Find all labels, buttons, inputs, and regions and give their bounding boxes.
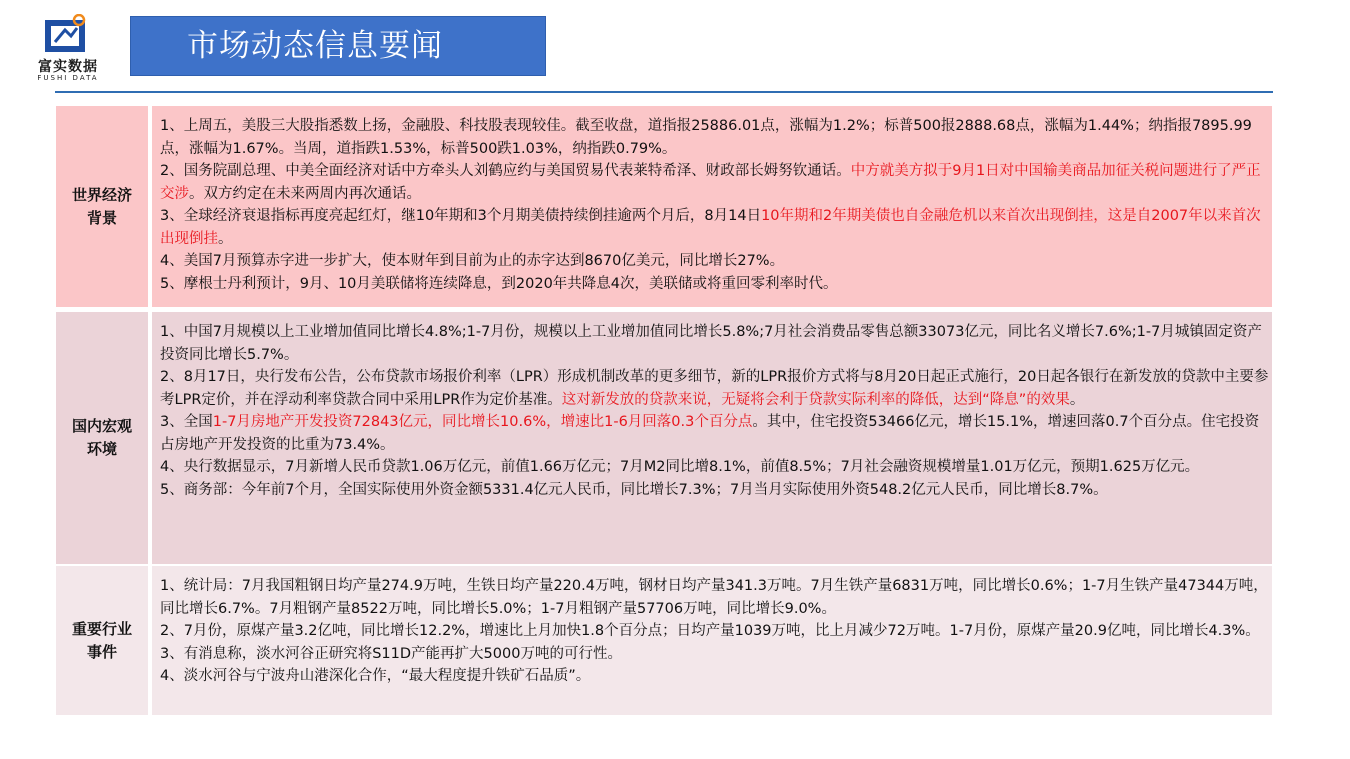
section-world-economy [56, 106, 1272, 307]
section-label [56, 566, 148, 715]
company-logo [18, 14, 118, 82]
section-industry-events [56, 566, 1272, 715]
logo-english-name: FUSHI DATA [37, 74, 99, 82]
news-item [160, 456, 1272, 479]
highlight-text: 这对新发放的贷款来说，无疑将会利于贷款实际利率的降低，达到“降息”的效果 [561, 391, 1070, 408]
news-item [160, 643, 1272, 666]
news-item [160, 366, 1272, 411]
section-content [152, 106, 1272, 307]
news-item [160, 479, 1272, 502]
item-text: 4、淡水河谷与宁波舟山港深化合作，“最大程度提升铁矿石品质”。 [160, 668, 591, 684]
item-text: 1、中国7月规模以上工业增加值同比增长4.8%;1-7月份，规模以上工业增加值同比增长5.8%;7月社会消费品零售总额33073亿元，同比名义增长7.6%;1-7月城镇固定资产投资同比增长5.7%。 [160, 324, 1262, 363]
page-title: 市场动态信息要闻 [187, 28, 443, 64]
item-text: 3、有消息称，淡水河谷正研究将S11D产能再扩大5000万吨的可行性。 [160, 645, 622, 662]
news-item [160, 205, 1272, 250]
section-label-text: 重要行业 事件 [71, 619, 132, 661]
news-item [160, 321, 1272, 366]
section-label [56, 106, 148, 307]
news-item [160, 250, 1272, 273]
item-text: 2、7月份，原煤产量3.2亿吨，同比增长12.2%，增速比上月加快1.8个百分点；日均产量1039万吨，比上月减少72万吨。1-7月份，原煤产量20.9亿吨，同比增长4.3%。 [160, 623, 1260, 639]
title-banner [130, 16, 546, 76]
header-divider [55, 91, 1273, 93]
item-text: 。其中，住宅投资53466亿元，增长15.1%，增速回落0.7个百分点。住宅投资占房地产开发投资的比重为73.4%。 [160, 414, 1260, 453]
item-text: 5、商务部：今年前7个月，全国实际使用外资金额5331.4亿元人民币，同比增长7.3%；7月当月实际使用外资548.2亿元人民币，同比增长8.7%。 [160, 481, 1108, 498]
highlight-text: 中方就美方拟于9月1日对中国输美商品加征关税问题进行了严正交涉 [160, 163, 1261, 202]
item-text: 。 [218, 230, 233, 247]
section-content [152, 312, 1272, 564]
news-item [160, 665, 1272, 688]
item-text: 3、全球经济衰退指标再度亮起红灯，继10年期和3个月期美债持续倒挂逾两个月后，8月14日 [160, 208, 762, 224]
news-item [160, 620, 1272, 643]
highlight-text: 1-7月房地产开发投资72843亿元，同比增长10.6%，增速比1-6月回落0.3个百分点 [212, 414, 753, 430]
item-text: 4、央行数据显示，7月新增人民币贷款1.06万亿元，前值1.66万亿元；7月M2同比增8.1%，前值8.5%；7月社会融资规模增量1.01万亿元，预期1.625万亿元。 [160, 459, 1200, 475]
item-text: 3、全国 [160, 414, 213, 430]
section-label-text: 国内宏观 环境 [71, 417, 132, 458]
fushi-data-logo-icon [43, 14, 87, 54]
logo-chinese-name: 富实数据 [38, 59, 98, 75]
news-item [160, 411, 1272, 456]
item-text: 1、上周五，美股三大股指悉数上扬，金融股、科技股表现较佳。截至收盘，道指报25886.01点，涨幅为1.2%；标普500报2888.68点，涨幅为1.44%；纳指报7895.99点，涨幅为1.67%。当周，道指跌1.53%，标普500跌1.03%，纳指跌0.79%。 [160, 118, 1252, 157]
news-item [160, 160, 1272, 205]
news-item [160, 115, 1272, 160]
item-text: 2、国务院副总理、中美全面经济对话中方牵头人刘鹤应约与美国贸易代表莱特希泽、财政部长姆努钦通话。 [160, 163, 851, 179]
item-text: 。 [1069, 391, 1085, 408]
news-item [160, 273, 1272, 296]
item-text: 4、美国7月预算赤字进一步扩大，使本财年到目前为止的赤字达到8670亿美元，同比增长27%。 [160, 253, 785, 269]
news-item [160, 575, 1272, 620]
item-text: 。双方约定在未来两周内再次通话。 [189, 185, 421, 202]
item-text: 2、8月17日，央行发布公告，公布贷款市场报价利率（LPR）形成机制改革的更多细节，新的LPR报价方式将与8月20日起正式施行，20日起各银行在新发放的贷款中主要参考LPR定价，并在浮动利率贷款合同中采用LPR作为定价基准。 [160, 369, 1269, 408]
item-text: 5、摩根士丹利预计，9月、10月美联储将连续降息，到2020年共降息4次，美联储或将重回零利率时代。 [160, 275, 838, 292]
item-text: 1、统计局：7月我国粗钢日均产量274.9万吨，生铁日均产量220.4万吨，钢材日均产量341.3万吨。7月生铁产量6831万吨，同比增长0.6%；1-7月生铁产量47344万吨，同比增长6.7%。7月粗钢产量8522万吨，同比增长5.0%；1-7月粗钢产量57706万吨，同比增长9.0%。 [160, 578, 1268, 617]
highlight-text: 10年期和2年期美债也自金融危机以来首次出现倒挂，这是自2007年以来首次出现倒挂 [160, 208, 1261, 247]
section-label-text: 世界经济 背景 [71, 185, 132, 227]
section-content [152, 566, 1272, 715]
section-label [56, 312, 148, 564]
section-domestic-macro [56, 312, 1272, 564]
